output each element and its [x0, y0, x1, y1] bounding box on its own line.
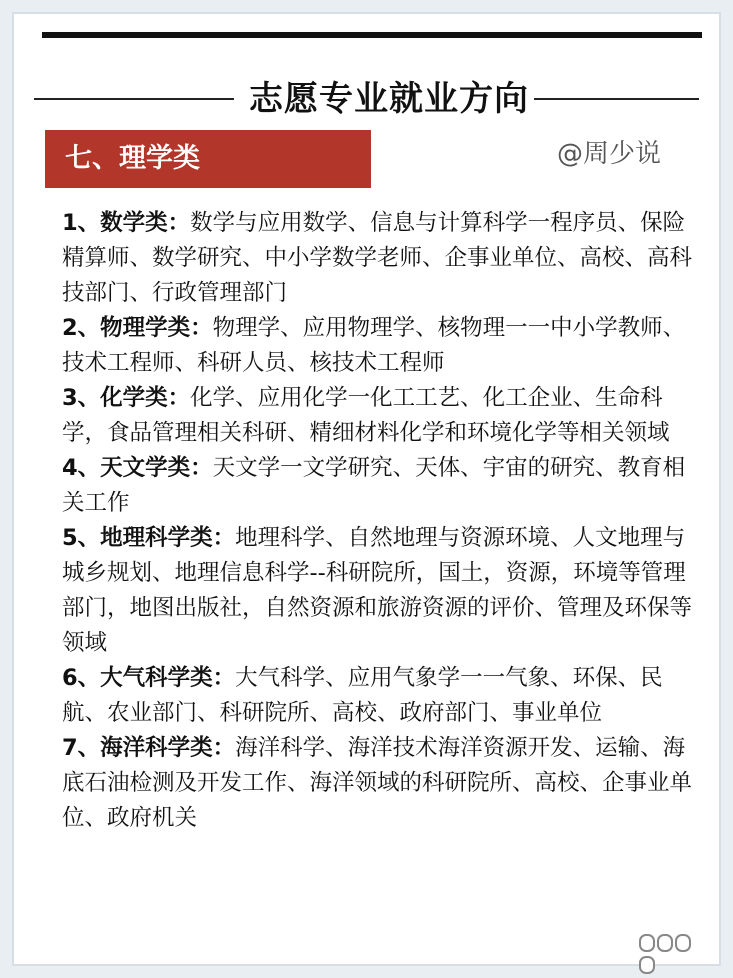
entry-text: 物理学、应用物理学、核物理一一中小学教师、技术工程师、科研人员、核技术工程师: [62, 315, 686, 376]
entry-text: 数学与应用数学、信息与计算科学一程序员、保险精算师、数学研究、中小学数学老师、企事业单位、高校、高科技部门、行政管理部门: [62, 210, 693, 306]
corner-mark-dot: [639, 934, 655, 952]
section-title: 七、理学类: [65, 143, 200, 174]
entry-physics: [62, 311, 692, 381]
entry-text: 地理科学、自然地理与资源环境、人文地理与城乡规划、地理信息科学--科研院所，国土，资源，环境等管理部门，地图出版社，自然资源和旅游资源的评价、管理及环保等领域: [62, 525, 693, 656]
entry-heading: 4、天文学类：: [62, 455, 213, 481]
entry-math: [62, 206, 692, 311]
document-page: [14, 14, 719, 964]
page-corner-mark: [639, 934, 701, 954]
top-rule: [42, 32, 702, 38]
entry-heading: 3、化学类：: [62, 385, 191, 411]
corner-mark-dot: [639, 956, 655, 974]
entry-marine: [62, 731, 692, 836]
entry-heading: 7、海洋科学类：: [62, 735, 236, 761]
corner-mark-dot: [657, 934, 673, 952]
entry-heading: 2、物理学类：: [62, 315, 213, 341]
corner-mark-dot: [675, 934, 691, 952]
entry-text: 大气科学、应用气象学一一气象、环保、民航、农业部门、科研院所、高校、政府部门、事业单位: [62, 665, 663, 726]
author-watermark: @周少说: [556, 139, 661, 169]
page-title: 志愿专业就业方向: [249, 79, 529, 119]
entry-heading: 6、大气科学类：: [62, 665, 236, 691]
entry-chemistry: [62, 381, 692, 451]
title-divider-left: [34, 98, 234, 100]
title-row: [34, 74, 699, 124]
title-divider-right: [534, 98, 699, 100]
section-banner: [45, 130, 371, 188]
entry-text: 海洋科学、海洋技术海洋资源开发、运输、海底石油检测及开发工作、海洋领域的科研院所、高校、企事业单位、政府机关: [62, 735, 693, 831]
entry-heading: 5、地理科学类：: [62, 525, 236, 551]
entry-atmospheric: [62, 661, 692, 731]
entry-text: 天文学一文学研究、天体、宇宙的研究、教育相关工作: [62, 455, 686, 516]
entry-heading: 1、数学类：: [62, 210, 191, 236]
entry-astronomy: [62, 451, 692, 521]
entry-list: [62, 206, 692, 836]
entry-geography: [62, 521, 692, 661]
entry-text: 化学、应用化学一化工工艺、化工企业、生命科学，食品管理相关科研、精细材料化学和环境化学等相关领域: [62, 385, 670, 446]
